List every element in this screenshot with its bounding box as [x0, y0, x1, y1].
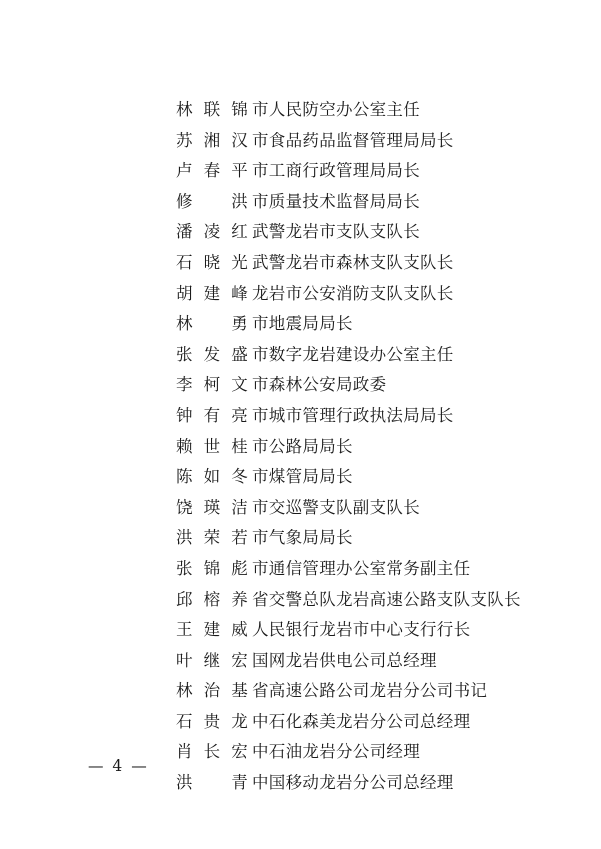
person-name: 肖长宏: [176, 742, 248, 762]
person-title: 市地震局局长: [252, 314, 353, 334]
list-item: [0, 647, 601, 678]
person-title: 中石化森美龙岩分公司总经理: [252, 711, 471, 731]
person-title: 武警龙岩市支队支队长: [252, 222, 420, 242]
person-name: 钟有亮: [176, 405, 248, 425]
list-item: [0, 280, 601, 311]
person-name: 胡建峰: [176, 283, 248, 303]
person-name: 张发盛: [176, 344, 248, 364]
person-title: 市质量技术监督局局长: [252, 191, 420, 211]
page-number: — 4 —: [88, 757, 149, 775]
person-title: 市人民防空办公室主任: [252, 100, 420, 119]
person-title: 中石油龙岩分公司经理: [252, 742, 420, 762]
list-item: [0, 677, 601, 708]
person-title: 市交巡警支队副支队长: [252, 497, 420, 517]
person-name: 潘凌红: [176, 222, 248, 242]
list-item: [0, 402, 601, 433]
list-item: [0, 555, 601, 586]
person-title: 市工商行政管理局局长: [252, 161, 420, 181]
person-title: 国网龙岩供电公司总经理: [252, 650, 437, 670]
list-item: [0, 616, 601, 647]
list-item: [0, 494, 601, 525]
list-item: [0, 463, 601, 494]
person-name: 赖世桂: [176, 436, 248, 456]
person-title: 市气象局局长: [252, 528, 353, 548]
person-title: 市煤管局局长: [252, 467, 353, 487]
list-item: [0, 524, 601, 555]
list-item: [0, 586, 601, 617]
list-item: [0, 157, 601, 188]
person-name: 王建威: [176, 620, 248, 640]
list-item: [0, 433, 601, 464]
person-title: 市数字龙岩建设办公室主任: [252, 344, 454, 364]
list-item: [0, 341, 601, 372]
list-item: [0, 371, 601, 402]
person-title: 龙岩市公安消防支队支队长: [252, 283, 454, 303]
person-name: 苏湘汉: [176, 130, 248, 150]
list-item: [0, 310, 601, 341]
person-name: 林 勇: [176, 314, 248, 334]
person-name: 林联锦: [176, 100, 248, 119]
person-name: 洪荣若: [176, 528, 248, 548]
list-item: [0, 127, 601, 158]
person-title: 省交警总队龙岩高速公路支队支队长: [252, 589, 521, 609]
person-name: 饶瑛洁: [176, 497, 248, 517]
person-name: 洪 青: [176, 773, 248, 793]
person-name: 林治基: [176, 681, 248, 701]
person-name: 叶继宏: [176, 650, 248, 670]
list-item: [0, 188, 601, 219]
person-title: 市城市管理行政执法局局长: [252, 405, 454, 425]
list-item: [0, 249, 601, 280]
person-title: 中国移动龙岩分公司总经理: [252, 773, 454, 793]
person-name: 石晓光: [176, 252, 248, 272]
person-title: 省高速公路公司龙岩分公司书记: [252, 681, 488, 701]
list-item: [0, 708, 601, 739]
person-name: 修 洪: [176, 191, 248, 211]
person-title: 市森林公安局政委: [252, 375, 387, 395]
person-name: 李柯文: [176, 375, 248, 395]
person-name: 石贵龙: [176, 711, 248, 731]
person-name: 陈如冬: [176, 467, 248, 487]
person-title: 市食品药品监督管理局局长: [252, 130, 454, 150]
name-title-list: [0, 96, 601, 800]
person-name: 卢春平: [176, 161, 248, 181]
person-name: 张锦彪: [176, 558, 248, 578]
person-title: 市通信管理办公室常务副主任: [252, 558, 471, 578]
person-name: 邱榕养: [176, 589, 248, 609]
person-title: 武警龙岩市森林支队支队长: [252, 252, 454, 272]
list-item: [0, 218, 601, 249]
person-title: 人民银行龙岩市中心支行行长: [252, 620, 471, 640]
list-item: [0, 96, 601, 127]
person-title: 市公路局局长: [252, 436, 353, 456]
